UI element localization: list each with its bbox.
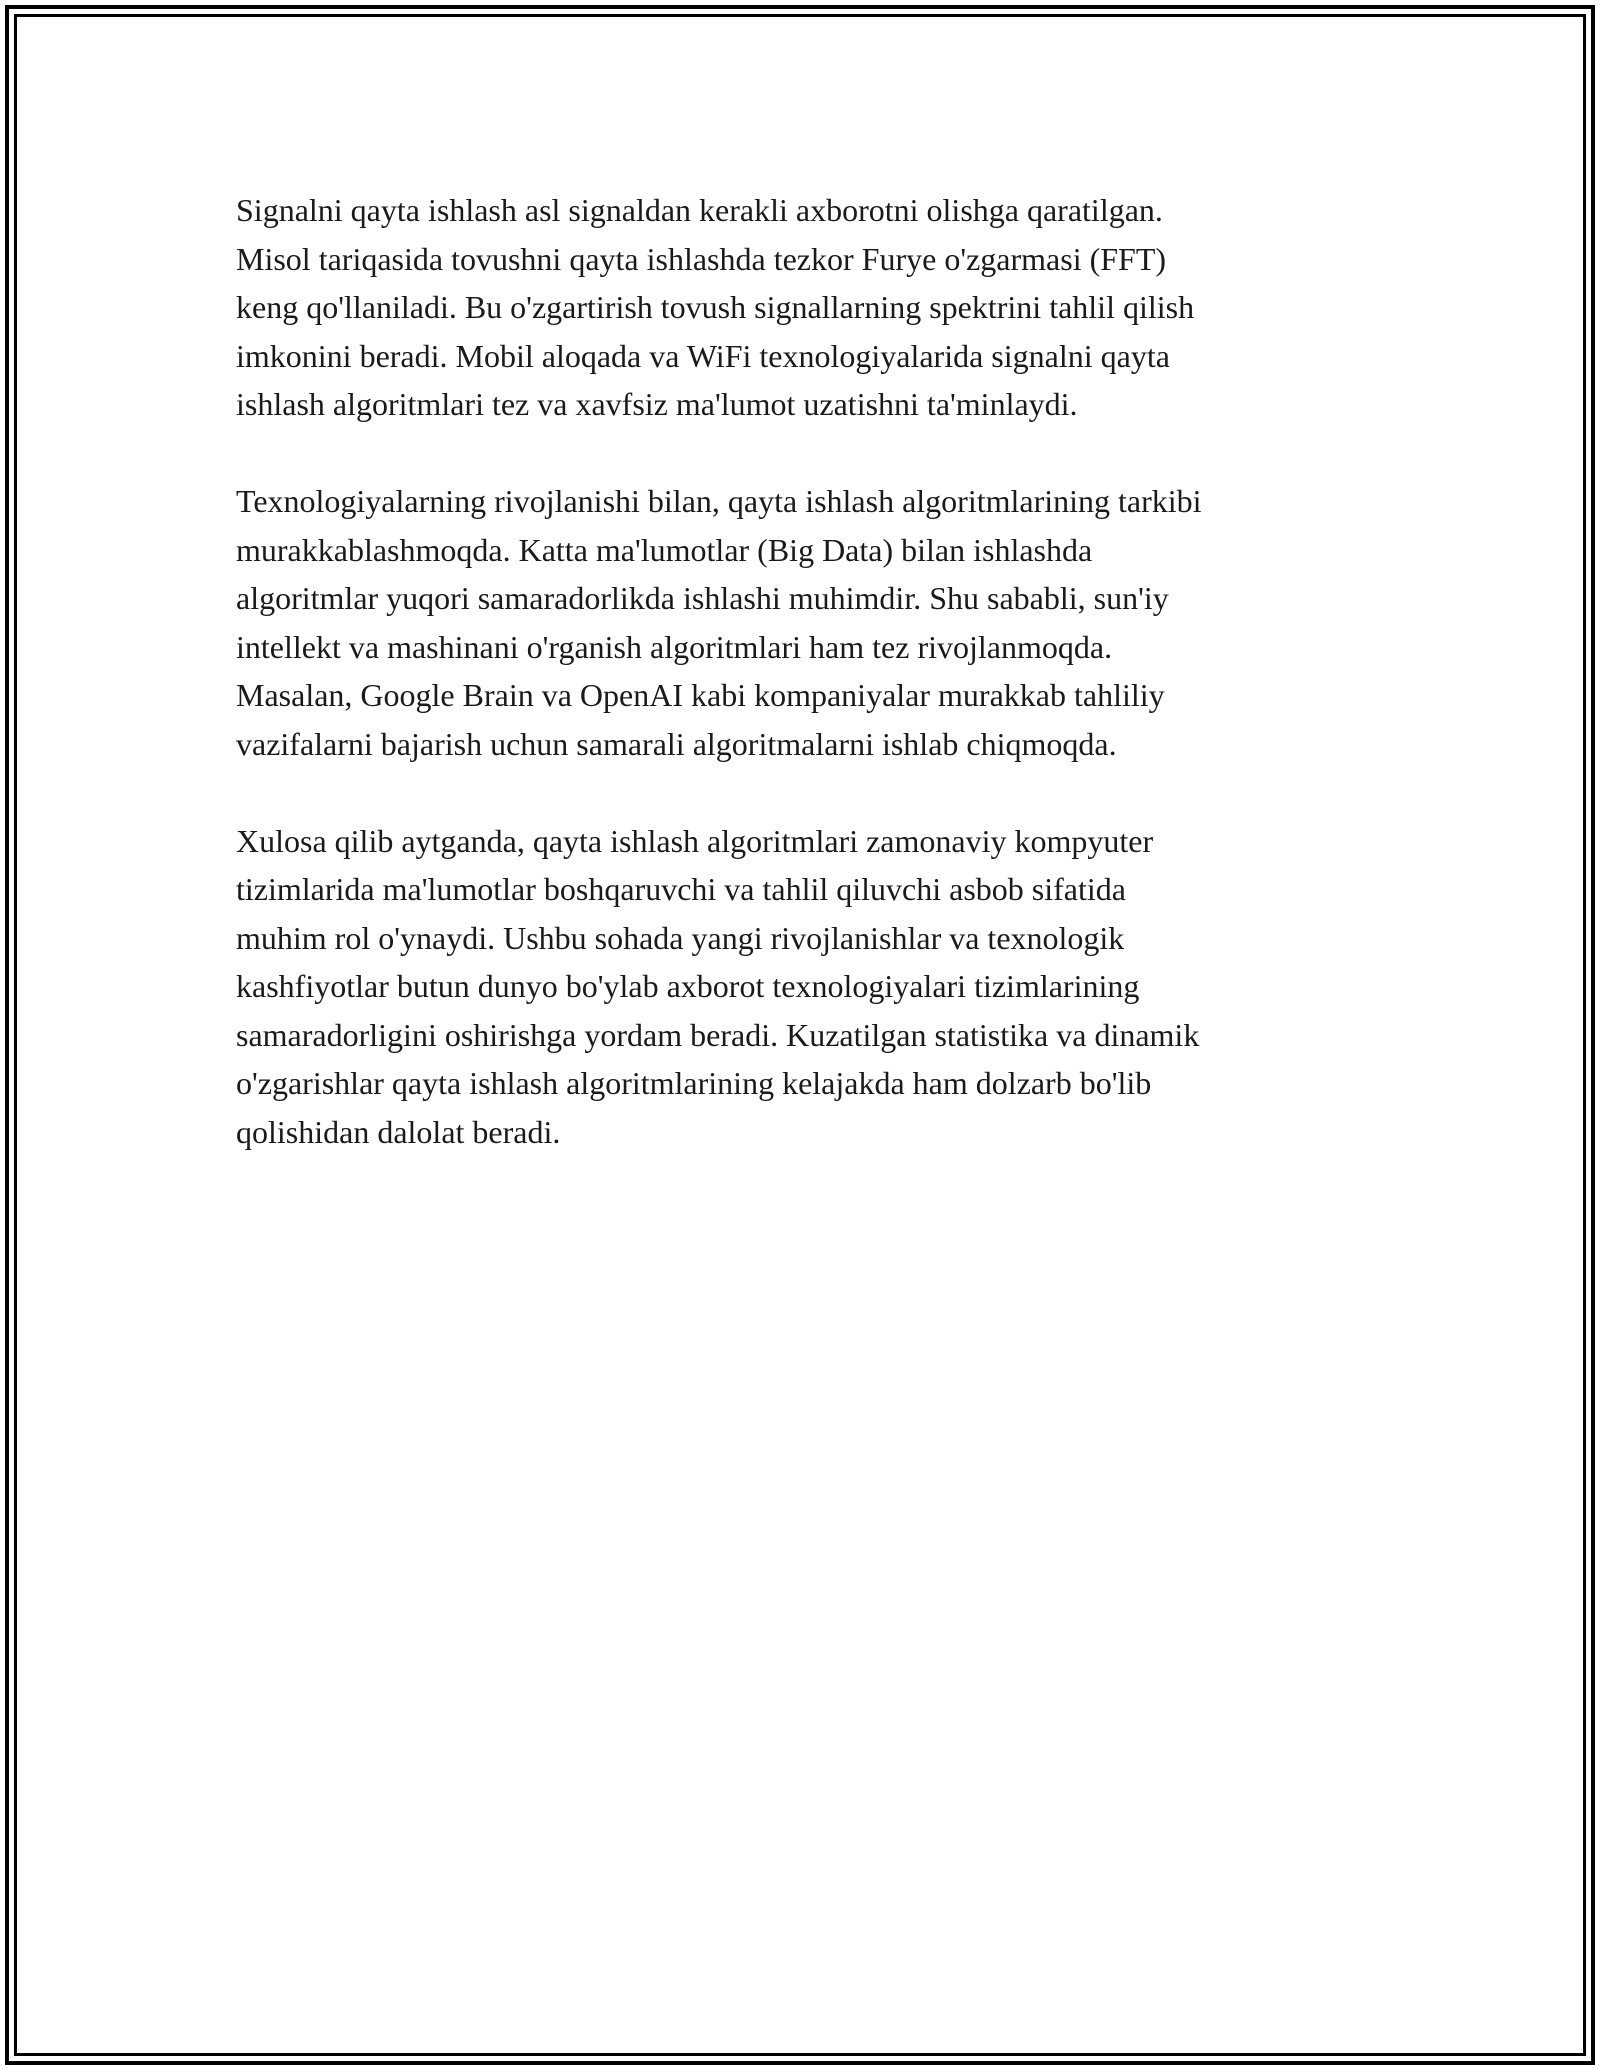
text-line: Texnologiyalarning rivojlanishi bilan, qayta ishlash algoritmlarining tarkibi bbox=[236, 483, 1202, 519]
text-line: samaradorligini oshirishga yordam beradi. Kuzatilgan statistika va dinamik bbox=[236, 1016, 1200, 1053]
text-line: Masalan, Google Brain va OpenAI kabi kompaniyalar murakkab tahliliy bbox=[236, 677, 1165, 713]
paragraph-technology-development bbox=[236, 477, 1396, 768]
text-line: ishlash algoritmlari tez va xavfsiz ma'lumot uzatishni ta'minlaydi. bbox=[236, 386, 1078, 422]
text-line: intellekt va mashinani o'rganish algoritmlari ham tez rivojlanmoqda. bbox=[236, 628, 1113, 665]
paragraph-conclusion bbox=[236, 817, 1396, 1157]
text-line: muhim rol o'ynaydi. Ushbu sohada yangi rivojlanishlar va texnologik bbox=[236, 919, 1125, 956]
text-line: qolishidan dalolat beradi. bbox=[236, 1113, 561, 1150]
text-line: imkonini beradi. Mobil aloqada va WiFi texnologiyalarida signalni qayta bbox=[236, 337, 1170, 374]
text-line: keng qo'llaniladi. Bu o'zgartirish tovush signallarning spektrini tahlil qilish bbox=[236, 289, 1195, 325]
text-line: Misol tariqasida tovushni qayta ishlashda tezkor Furye o'zgarmasi (FFT) bbox=[236, 240, 1167, 277]
text-line: Xulosa qilib aytganda, qayta ishlash algoritmlari zamonaviy kompyuter bbox=[236, 822, 1154, 859]
paragraph-signal-processing bbox=[236, 186, 1396, 429]
text-line: kashfiyotlar butun dunyo bo'ylab axborot texnologiyalari tizimlarining bbox=[236, 968, 1140, 1004]
text-line: Signalni qayta ishlash asl signaldan kerakli axborotni olishga qaratilgan. bbox=[236, 192, 1163, 228]
text-line: murakkablashmoqda. Katta ma'lumotlar (Big Data) bilan ishlashda bbox=[236, 531, 1093, 568]
text-line: tizimlarida ma'lumotlar boshqaruvchi va tahlil qiluvchi asbob sifatida bbox=[236, 871, 1126, 907]
text-line: o'zgarishlar qayta ishlash algoritmlarining kelajakda ham dolzarb bo'lib bbox=[236, 1065, 1152, 1101]
document-body bbox=[236, 186, 1396, 1205]
text-line: algoritmlar yuqori samaradorlikda ishlashi muhimdir. Shu sababli, sun'iy bbox=[236, 580, 1169, 616]
text-line: vazifalarni bajarish uchun samarali algoritmalarni ishlab chiqmoqda. bbox=[236, 725, 1117, 762]
